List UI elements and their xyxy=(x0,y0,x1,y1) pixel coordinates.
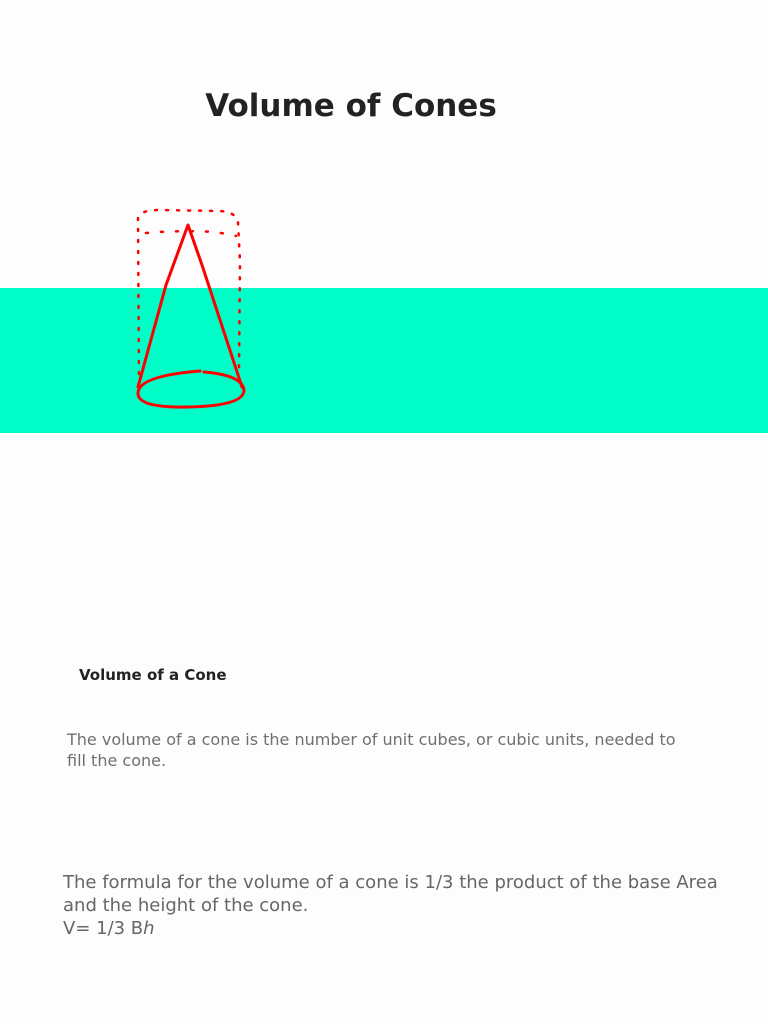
highlight-band xyxy=(0,288,768,433)
dotted-cylinder-outline xyxy=(138,210,240,385)
cone-sketch-illustration xyxy=(120,200,260,420)
cone-outline xyxy=(138,225,244,407)
formula-text xyxy=(63,871,753,940)
formula-equation xyxy=(63,917,753,940)
page-title: Volume of Cones xyxy=(205,88,497,124)
section-heading: Volume of a Cone xyxy=(79,666,227,684)
equation-prefix: V= 1/3 B xyxy=(63,918,144,939)
definition-text: The volume of a cone is the number of unit cubes, or cubic units, needed to fill the cone. xyxy=(67,730,676,770)
equation-height-variable: h xyxy=(143,918,155,939)
formula-description: The formula for the volume of a cone is 1/3 the product of the base Area and the height of the cone. xyxy=(63,872,718,916)
